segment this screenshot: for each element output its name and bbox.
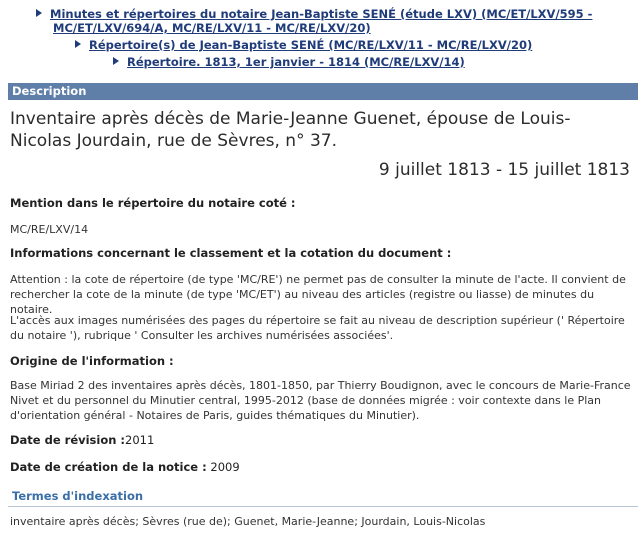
creation-value: 2009 <box>206 460 240 474</box>
breadcrumb-item-minutes-cont[interactable]: MC/ET/LXV/694/A, MC/RE/LXV/11 - MC/RE/LXV/20) <box>53 21 371 35</box>
record-dates: 9 juillet 1813 - 15 juillet 1813 <box>378 160 630 180</box>
breadcrumb-label[interactable]: Minutes et répertoires du notaire Jean-Baptiste SENÉ (étude LXV) (MC/ET/LXV/595 - <box>50 7 593 21</box>
origin-value: Base Miriad 2 des inventaires après décès, 1801-1850, par Thierry Boudignon, avec le concours de Marie-France Nivet et du personnel du Minutier central, 1995-2012 (base de données migrée : voir contexte dans le Plan d'orientation général - Notaires de Paris, guides thématiques du Minutier). <box>10 379 631 422</box>
classification-paragraph-1: Attention : la cote de répertoire (de type 'MC/RE') ne permet pas de consulter la minute de l'acte. Il convient de rechercher la cote de la minute (de type 'MC/ET') au niveau des articles (registre ou liasse) de minutes du notaire. <box>10 273 626 316</box>
breadcrumb-item-repertoires[interactable] <box>75 38 532 52</box>
breadcrumb-label[interactable]: Répertoire. 1813, 1er janvier - 1814 (MC/RE/LXV/14) <box>127 55 465 69</box>
triangle-bullet-icon <box>36 9 42 17</box>
classification-paragraph-2: L'accès aux images numérisées des pages du répertoire se fait au niveau de description supérieur (' Répertoire du notaire '), rubrique ' Consulter les archives numérisées associées'. <box>10 314 625 342</box>
index-terms-heading: Termes d'indexation <box>8 487 638 507</box>
revision-date <box>10 433 154 447</box>
creation-date <box>10 460 240 474</box>
breadcrumb-label[interactable]: Répertoire(s) de Jean-Baptiste SENÉ (MC/RE/LXV/11 - MC/RE/LXV/20) <box>89 38 533 52</box>
classification-label: Informations concernant le classement et la cotation du document : <box>10 246 452 260</box>
triangle-bullet-icon <box>113 57 119 65</box>
origin-label: Origine de l'information : <box>10 354 174 368</box>
creation-label: Date de création de la notice : <box>10 460 207 474</box>
revision-label: Date de révision : <box>10 433 126 447</box>
index-terms-list: inventaire après décès; Sèvres (rue de); Guenet, Marie-Jeanne; Jourdain, Louis-Nicolas <box>10 515 486 528</box>
description-section-bar: Description <box>8 83 638 100</box>
breadcrumb-item-repertoire-1813[interactable] <box>113 55 465 69</box>
revision-value: 2011 <box>125 433 155 447</box>
breadcrumb-item-minutes[interactable] <box>36 7 592 21</box>
triangle-bullet-icon <box>75 40 81 48</box>
mention-value: MC/RE/LXV/14 <box>10 223 89 236</box>
record-title: Inventaire après décès de Marie-Jeanne Guenet, épouse de Louis-Nicolas Jourdain, rue de Sèvres, n° 37. <box>10 109 571 151</box>
mention-label: Mention dans le répertoire du notaire coté : <box>10 196 296 210</box>
